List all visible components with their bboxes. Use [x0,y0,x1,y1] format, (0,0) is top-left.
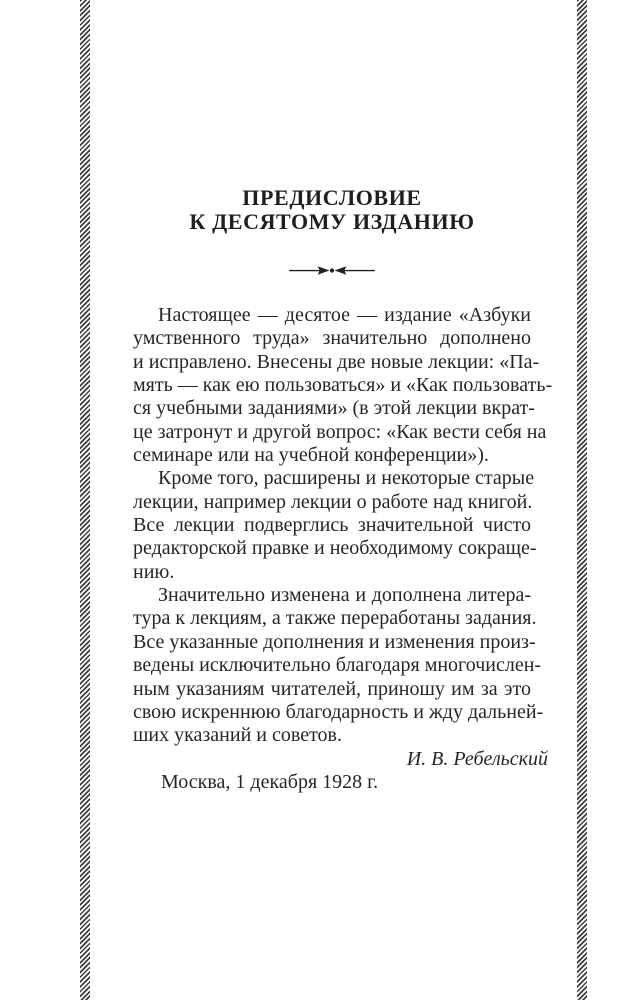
arrow-dot-divider-icon [133,264,531,277]
left-hatch-border [80,0,90,1000]
right-hatch-border [577,0,587,1000]
paragraph-3 [133,584,544,747]
text-line: ших указаний и советов. [133,724,342,747]
page-title [133,0,531,234]
preface-body [133,304,553,794]
text-line: мять — как ею пользоваться» и «Как пользовать- [133,374,553,397]
text-line: и исправлено. Внесены две новые лекции: «Па- [133,350,540,373]
text-line: ведены исключительно благодаря многочислен- [133,654,542,677]
text-line: тура к лекциям, а также переработаны задания. [133,607,537,630]
text-line: лекции, например лекции о работе над книгой. [133,490,533,513]
text-line: Все указанные дополнения и изменения произ- [133,630,536,653]
text-line: Значительно изменена и дополнена литера- [158,584,531,607]
text-line: Кроме того, расширены и некоторые старые [158,467,535,490]
text-line: Настоящее — десятое — издание «Азбуки [158,304,531,326]
text-line: Все лекции подверглись значительной чисто [133,514,531,537]
text-line: ся учебными заданиями» (в этой лекции вкрат- [133,397,535,420]
paragraph-1 [133,304,553,467]
title-line-1: ПРЕДИСЛОВИЕ [242,185,422,210]
text-line: нию. [133,560,175,583]
title-line-2: К ДЕСЯТОМУ ИЗДАНИЮ [189,209,475,234]
page-content [133,0,553,794]
text-line: редакторской правке и необходимому сокраще- [133,537,537,560]
text-line: ным указаниям читателей, приношу им за это [133,677,531,700]
text-line: це затронут и другой вопрос: «Как вести себя на [133,420,547,443]
text-line: свою искреннюю благодарность и жду дальней- [133,700,544,723]
author-signature: И. В. Ребельский [406,747,548,770]
text-line: семинаре или на учебной конференции»). [133,444,489,467]
dateline: Москва, 1 декабря 1928 г. [161,770,379,793]
text-line: умственного труда» значительно дополнено [133,327,531,350]
paragraph-2 [133,467,537,584]
